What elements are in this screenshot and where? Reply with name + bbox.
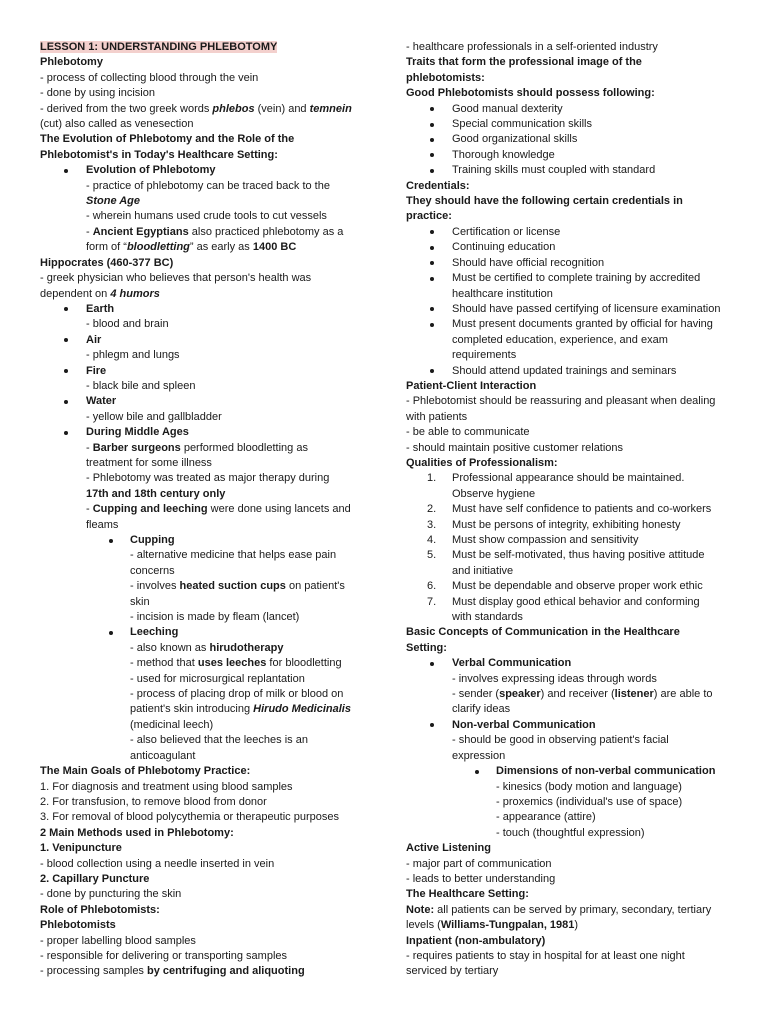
numbered-item <box>406 518 732 533</box>
text-run: - sender ( <box>452 688 500 701</box>
text-run: Earth <box>86 302 115 315</box>
text-run: patient's skin introducing <box>130 703 254 716</box>
text-run: ) <box>574 919 579 932</box>
text-line <box>40 179 374 194</box>
text-run: Verbal Communication <box>452 657 572 670</box>
text-run: - blood and brain <box>86 318 169 331</box>
numbered-item <box>406 579 732 594</box>
heading-line <box>406 641 732 656</box>
text-run: - be able to communicate <box>406 426 530 439</box>
text-line <box>40 71 374 86</box>
item-number: 1. <box>427 472 437 485</box>
text-run: and initiative <box>452 564 514 577</box>
text-run: levels ( <box>406 919 441 932</box>
text-line <box>40 102 374 117</box>
text-run: anticoagulant <box>130 749 196 762</box>
text-run: - involves expressing ideas through words <box>452 672 657 685</box>
text-line <box>40 795 374 810</box>
bullet-item <box>406 225 732 240</box>
heading-line <box>40 55 374 70</box>
text-line <box>406 687 732 702</box>
text-run: temnein <box>309 102 352 115</box>
text-line <box>406 810 732 825</box>
text-run: (vein) and <box>254 102 310 115</box>
numbered-item <box>406 548 732 563</box>
text-line <box>406 749 732 764</box>
text-run: 1400 BC <box>252 241 297 254</box>
text-line <box>406 780 732 795</box>
text-run: 2 Main Methods used in Phlebotomy: <box>40 826 234 839</box>
text-run: also practiced phlebotomy as a <box>188 225 344 238</box>
text-line <box>40 595 374 610</box>
text-run: The Main Goals of Phlebotomy Practice: <box>40 765 251 778</box>
text-run: Qualities of Professionalism: <box>406 456 558 469</box>
text-run: Setting: <box>406 641 447 654</box>
text-run: expression <box>452 749 506 762</box>
text-line <box>40 672 374 687</box>
heading-line <box>406 194 732 209</box>
bullet-item <box>406 764 732 779</box>
text-run: - processing samples <box>40 965 147 978</box>
heading-line <box>406 86 732 101</box>
text-run: - phlegm and lungs <box>86 349 180 362</box>
item-number: 7. <box>427 595 437 608</box>
right-column <box>406 40 732 980</box>
heading-line <box>40 132 374 147</box>
text-run: - proper labelling blood samples <box>40 934 196 947</box>
text-run: were done using lancets and <box>207 503 351 516</box>
item-number: 6. <box>427 580 437 593</box>
text-run: for bloodletting <box>266 657 342 670</box>
text-run: - done by using incision <box>40 87 155 100</box>
text-run: Special communication skills <box>452 118 592 131</box>
text-run: Williams-Tungpalan, 1981 <box>440 919 575 932</box>
text-run: Professional appearance should be maintained. <box>452 472 685 485</box>
numbered-item <box>406 595 732 610</box>
text-run: - greek physician who believes that person's health was <box>40 272 312 285</box>
heading-line <box>40 148 374 163</box>
heading-line <box>406 179 732 194</box>
numbered-item <box>406 533 732 548</box>
text-run: - should be good in observing patient's facial <box>452 734 669 747</box>
text-run: - involves <box>130 580 180 593</box>
text-run: Should attend updated trainings and seminars <box>452 364 677 377</box>
text-line <box>406 610 732 625</box>
text-run: - proxemics (individual's use of space) <box>496 795 683 808</box>
heading-line <box>40 841 374 856</box>
heading-line <box>40 764 374 779</box>
text-run: Training skills must coupled with standard <box>452 164 656 177</box>
text-run: - also known as <box>130 641 210 654</box>
heading-line <box>406 887 732 902</box>
text-run: (cut) also called as venesection <box>40 118 194 131</box>
text-line <box>40 934 374 949</box>
text-run: Must be self-motivated, thus having positive attitude <box>452 549 705 562</box>
text-run: Must be dependable and observe proper work ethic <box>452 580 703 593</box>
text-run: - used for microsurgical replantation <box>130 672 305 685</box>
numbered-item <box>406 502 732 517</box>
text-line <box>40 964 374 979</box>
text-run: hirudotherapy <box>209 641 284 654</box>
text-line <box>40 240 374 255</box>
text-run: - practice of phlebotomy can be traced back to the <box>86 179 330 192</box>
text-run: Cupping and leeching <box>92 503 208 516</box>
text-run: Non-verbal Communication <box>452 718 596 731</box>
text-line <box>40 810 374 825</box>
text-run: on patient's <box>285 580 345 593</box>
text-run: - leads to better understanding <box>406 872 556 885</box>
left-column <box>40 40 374 980</box>
text-line <box>40 610 374 625</box>
text-run: - kinesics (body motion and language) <box>496 780 682 793</box>
text-line <box>406 425 732 440</box>
heading-line <box>40 903 374 918</box>
text-run: Must show compassion and sensitivity <box>452 534 639 546</box>
text-run: bloodletting <box>126 241 190 254</box>
text-line <box>40 410 374 425</box>
bullet-item <box>406 256 732 271</box>
text-run: 17th and 18th century only <box>86 487 226 500</box>
text-run: phlebos <box>212 102 255 115</box>
text-line <box>40 348 374 363</box>
text-run: form of “ <box>86 241 127 254</box>
heading-line <box>406 934 732 949</box>
text-run: 4 humors <box>110 287 160 300</box>
text-run: They should have the following certain credentials in <box>406 195 683 208</box>
text-line <box>40 456 374 471</box>
text-run: - requires patients to stay in hospital for at least one night <box>406 949 685 962</box>
text-run: heated suction cups <box>179 580 286 593</box>
text-line <box>40 117 374 132</box>
text-run: 2. Capillary Puncture <box>40 872 150 885</box>
text-run: by centrifuging and aliquoting <box>147 965 305 978</box>
heading-line <box>406 55 732 70</box>
text-run: 1. Venipuncture <box>40 842 122 855</box>
heading-line <box>406 379 732 394</box>
text-run: Must display good ethical behavior and conforming <box>452 595 700 608</box>
text-run: phlebotomists: <box>406 71 485 84</box>
text-run: Cupping <box>130 534 175 546</box>
text-run: - black bile and spleen <box>86 379 196 392</box>
text-run: requirements <box>452 349 517 362</box>
text-run: Should have official recognition <box>452 256 605 269</box>
text-run: Water <box>86 395 117 408</box>
text-run: Must be persons of integrity, exhibiting honesty <box>452 518 681 531</box>
text-run: - <box>86 503 93 516</box>
text-line <box>40 702 374 717</box>
text-line <box>40 949 374 964</box>
heading-line <box>40 826 374 841</box>
heading-line <box>40 487 374 502</box>
text-run: ” as early as <box>189 241 253 254</box>
text-run: - wherein humans used crude tools to cut vessels <box>86 210 327 223</box>
item-number: 2. <box>427 503 437 516</box>
text-line <box>40 564 374 579</box>
text-line <box>406 394 732 409</box>
text-run: concerns <box>130 564 175 577</box>
text-line <box>406 795 732 810</box>
bullet-item <box>40 163 374 178</box>
text-run: treatment for some illness <box>86 456 212 469</box>
text-run: Active Listening <box>406 842 491 855</box>
text-line <box>406 857 732 872</box>
text-run: all patients can be served by primary, secondary, tertiary <box>434 903 712 916</box>
item-number: 5. <box>427 549 437 562</box>
heading-line <box>40 872 374 887</box>
bullet-item <box>40 625 374 640</box>
text-run: Phlebotomy <box>40 56 103 69</box>
text-run: 1. For diagnosis and treatment using blood samples <box>40 780 293 793</box>
text-line <box>406 918 732 933</box>
text-line <box>40 749 374 764</box>
text-run: During Middle Ages <box>86 426 189 439</box>
text-line <box>40 379 374 394</box>
text-run: Fire <box>86 364 107 377</box>
text-run: Should have passed certifying of licensure examination <box>452 302 721 315</box>
text-line <box>40 471 374 486</box>
text-line <box>406 733 732 748</box>
text-run: Credentials: <box>406 179 470 192</box>
text-run: Inpatient (non-ambulatory) <box>406 934 546 947</box>
item-number: 3. <box>427 518 437 531</box>
text-run: - major part of communication <box>406 857 552 870</box>
bullet-item <box>406 364 732 379</box>
text-run: Good organizational skills <box>452 133 578 146</box>
text-run: - Phlebotomy was treated as major therapy during <box>86 472 330 485</box>
highlighted-title <box>40 41 277 53</box>
text-run: Air <box>86 333 102 346</box>
text-run: - healthcare professionals in a self-oriented industry <box>406 41 658 53</box>
text-run: serviced by tertiary <box>406 965 499 978</box>
text-run: Traits that form the professional image of the <box>406 56 642 69</box>
text-run: - blood collection using a needle inserted in vein <box>40 857 275 870</box>
numbered-item <box>406 471 732 486</box>
bullet-item <box>40 425 374 440</box>
text-run: 3. For removal of blood polycythemia or therapeutic purposes <box>40 811 339 824</box>
text-run: - appearance (attire) <box>496 811 596 824</box>
heading-line <box>406 71 732 86</box>
text-line <box>40 86 374 101</box>
heading-line <box>40 256 374 271</box>
text-run: Note: <box>406 903 435 916</box>
text-line <box>406 872 732 887</box>
text-run: - touch (thoughtful expression) <box>496 826 645 839</box>
text-run: Thorough knowledge <box>452 148 555 161</box>
text-line <box>406 333 732 348</box>
text-line <box>406 903 732 918</box>
heading-line <box>40 918 374 933</box>
text-line <box>40 225 374 240</box>
text-run: Barber surgeons <box>92 441 181 454</box>
text-run: - done by puncturing the skin <box>40 888 182 901</box>
text-run: 2. For transfusion, to remove blood from donor <box>40 795 267 808</box>
text-line <box>406 826 732 841</box>
text-run: Continuing education <box>452 241 556 254</box>
text-run: - alternative medicine that helps ease pain <box>130 549 337 562</box>
text-run: practice: <box>406 210 452 223</box>
text-run: clarify ideas <box>452 703 511 716</box>
text-line <box>40 518 374 533</box>
bullet-item <box>40 302 374 317</box>
text-line <box>40 441 374 456</box>
text-line <box>40 887 374 902</box>
text-line <box>406 348 732 363</box>
text-run: Phlebotomist's in Today's Healthcare Setting: <box>40 148 278 161</box>
item-number: 4. <box>427 534 437 546</box>
text-line <box>40 780 374 795</box>
text-run: performed bloodletting as <box>180 441 308 454</box>
text-line <box>40 656 374 671</box>
text-run: - derived from the two greek words <box>40 102 213 115</box>
heading-line <box>406 841 732 856</box>
text-run: with standards <box>452 611 523 624</box>
text-run: completed education, experience, and exam <box>452 333 668 346</box>
bullet-item <box>406 317 732 332</box>
bullet-item <box>406 102 732 117</box>
heading-line <box>40 40 374 55</box>
text-line <box>40 502 374 517</box>
text-run: Patient-Client Interaction <box>406 379 537 392</box>
bullet-item <box>40 333 374 348</box>
text-line <box>406 441 732 456</box>
text-run: - Phlebotomist should be reassuring and pleasant when dealing <box>406 395 716 408</box>
text-run: listener <box>614 688 654 701</box>
text-run: Evolution of Phlebotomy <box>86 164 216 177</box>
text-run: - process of collecting blood through the vein <box>40 71 259 84</box>
text-run: Leeching <box>130 626 179 639</box>
text-run: uses leeches <box>197 657 267 670</box>
text-run: - yellow bile and gallbladder <box>86 410 222 423</box>
text-run: The Evolution of Phlebotomy and the Role of the <box>40 133 295 146</box>
text-line <box>40 718 374 733</box>
text-run: LESSON 1: UNDERSTANDING PHLEBOTOMY <box>40 41 278 53</box>
text-run: Must have self confidence to patients and co-workers <box>452 503 712 516</box>
text-line <box>406 672 732 687</box>
bullet-item <box>406 240 732 255</box>
text-line <box>406 410 732 425</box>
text-run: healthcare institution <box>452 287 553 300</box>
text-line <box>406 949 732 964</box>
bullet-item <box>40 533 374 548</box>
text-run: speaker <box>499 688 541 701</box>
text-run: - incision is made by fleam (lancet) <box>130 611 300 624</box>
text-line <box>406 964 732 979</box>
text-run: Good Phlebotomists should possess following: <box>406 87 655 100</box>
text-line <box>40 209 374 224</box>
text-run: Must be certified to complete training by accredited <box>452 272 701 285</box>
heading-line <box>406 456 732 471</box>
text-run: - should maintain positive customer relations <box>406 441 624 454</box>
bullet-item <box>406 271 732 286</box>
text-line <box>40 271 374 286</box>
text-run: Good manual dexterity <box>452 102 563 115</box>
text-run: - process of placing drop of milk or blood on <box>130 688 344 701</box>
text-line <box>406 702 732 717</box>
text-run: - <box>86 441 93 454</box>
text-line <box>40 579 374 594</box>
bullet-item <box>406 132 732 147</box>
text-run: fleams <box>86 518 119 531</box>
text-run: Basic Concepts of Communication in the Healthcare <box>406 626 680 639</box>
text-line <box>40 687 374 702</box>
bullet-item <box>406 302 732 317</box>
heading-line <box>406 209 732 224</box>
text-run: Observe hygiene <box>452 487 536 500</box>
text-line <box>40 857 374 872</box>
text-run: Ancient Egyptians <box>92 225 189 238</box>
text-run: - responsible for delivering or transporting samples <box>40 949 288 962</box>
text-line <box>40 548 374 563</box>
text-run: The Healthcare Setting: <box>406 888 529 901</box>
text-line <box>406 287 732 302</box>
text-run: Certification or license <box>452 225 561 238</box>
text-run: Dimensions of non-verbal communication <box>496 765 716 778</box>
text-line <box>40 733 374 748</box>
bullet-item <box>406 148 732 163</box>
text-run: Hippocrates (460-377 BC) <box>40 256 174 269</box>
text-run: (medicinal leech) <box>130 718 214 731</box>
text-run: ) and receiver ( <box>540 688 615 701</box>
text-run: Hirudo Medicinalis <box>253 703 351 716</box>
bullet-item <box>406 656 732 671</box>
text-run: with patients <box>406 410 468 423</box>
bullet-item <box>406 718 732 733</box>
text-run: ) are able to <box>653 688 713 701</box>
text-line <box>40 287 374 302</box>
text-line <box>40 317 374 332</box>
text-line <box>40 194 374 209</box>
heading-line <box>406 625 732 640</box>
bullet-item <box>40 364 374 379</box>
text-run: - <box>86 225 93 238</box>
text-run: - also believed that the leeches is an <box>130 734 308 747</box>
text-run: Must present documents granted by official for having <box>452 318 713 331</box>
text-run: Phlebotomists <box>40 919 116 932</box>
text-run: dependent on <box>40 287 111 300</box>
bullet-item <box>406 117 732 132</box>
text-line <box>406 564 732 579</box>
text-line <box>406 487 732 502</box>
bullet-item <box>406 163 732 178</box>
text-run: skin <box>130 595 150 608</box>
text-run: Stone Age <box>86 195 140 208</box>
text-run: - method that <box>130 657 198 670</box>
bullet-item <box>40 394 374 409</box>
text-line <box>406 40 732 55</box>
text-run: Role of Phlebotomists: <box>40 903 160 916</box>
text-line <box>40 641 374 656</box>
